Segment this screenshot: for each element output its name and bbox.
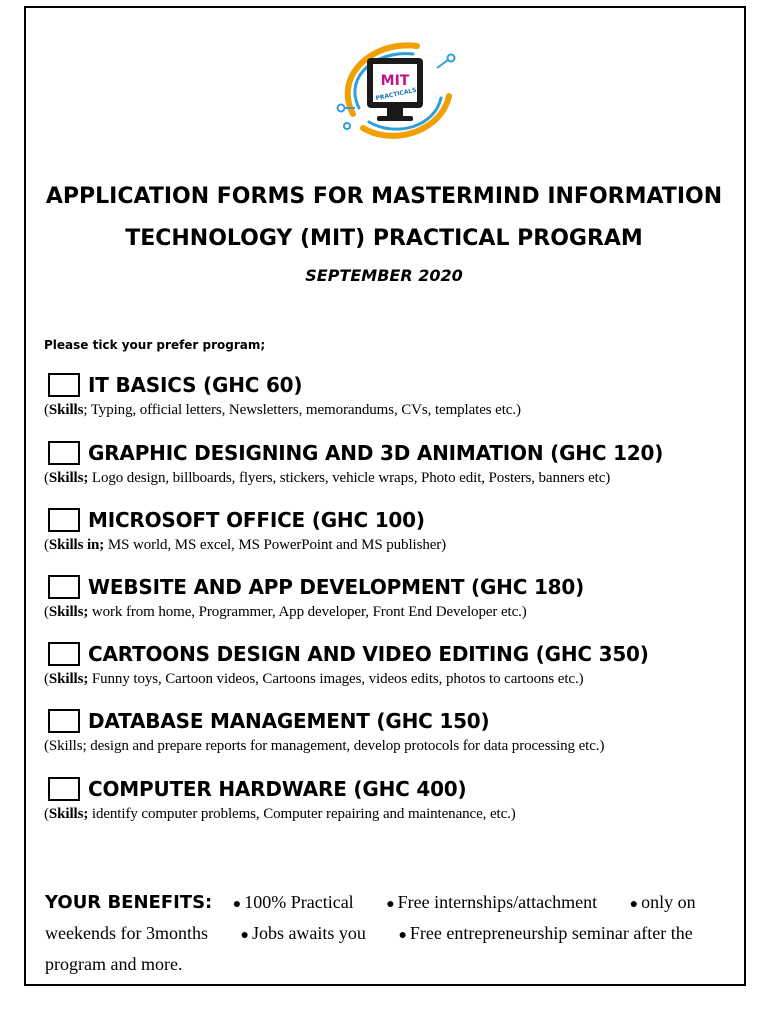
program-heading <box>44 572 734 602</box>
bullet-icon: ● <box>629 897 639 912</box>
benefit-item: Free internships/attachment <box>397 892 598 912</box>
program-checkbox[interactable] <box>48 642 80 666</box>
bullet-icon: ● <box>240 928 249 943</box>
logo-practicals-text: PRACTICALS <box>375 86 418 103</box>
skills-open-paren: ( <box>44 470 49 486</box>
program-title: CARTOONS DESIGN AND VIDEO EDITING (GHC 350) <box>88 642 649 666</box>
title-line-1: APPLICATION FORMS FOR MASTERMIND INFORMATION <box>45 184 723 209</box>
program-heading <box>44 639 734 669</box>
skills-text: Funny toys, Cartoon videos, Cartoons images, videos edits, photos to cartoons etc.) <box>88 671 584 687</box>
benefit-item: 100% Practical <box>244 892 354 912</box>
program-skills <box>44 671 734 688</box>
program-checkbox[interactable] <box>48 777 80 801</box>
program-checkbox[interactable] <box>48 373 80 397</box>
benefits-heading: YOUR BENEFITS: <box>45 892 213 913</box>
program-title: MICROSOFT OFFICE (GHC 100) <box>88 508 425 532</box>
program-skills <box>44 738 734 755</box>
bullet-icon: ● <box>386 897 395 912</box>
form-border <box>24 6 746 986</box>
program-option <box>44 774 734 823</box>
skills-label: Skills; <box>48 738 87 754</box>
program-title: WEBSITE AND APP DEVELOPMENT (GHC 180) <box>88 575 585 599</box>
page-title <box>26 176 742 260</box>
program-option <box>44 370 734 419</box>
program-title: COMPUTER HARDWARE (GHC 400) <box>88 777 467 801</box>
skills-label: Skills; <box>48 470 89 486</box>
program-option <box>44 505 734 554</box>
skills-open-paren: ( <box>44 738 49 754</box>
program-option <box>44 639 734 688</box>
program-title: IT BASICS (GHC 60) <box>88 373 303 397</box>
benefit-item: Free entrepreneurship seminar after the program and more. <box>45 923 693 974</box>
skills-label: Skills in; <box>48 537 105 553</box>
program-skills <box>44 402 734 419</box>
skills-text: Logo design, billboards, flyers, stickers, vehicle wraps, Photo edit, Posters, banners etc) <box>88 470 611 486</box>
bullet-icon: ● <box>232 897 242 912</box>
program-checkbox[interactable] <box>48 508 80 532</box>
program-heading <box>44 370 734 400</box>
title-line-2: TECHNOLOGY (MIT) PRACTICAL PROGRAM <box>125 226 643 251</box>
program-heading <box>44 774 734 804</box>
skills-text: identify computer problems, Computer repairing and maintenance, etc.) <box>88 806 516 822</box>
date-subtitle: SEPTEMBER 2020 <box>305 266 463 285</box>
skills-text: design and prepare reports for management, develop protocols for data processing etc.) <box>86 738 605 754</box>
program-heading <box>44 438 734 468</box>
skills-label: Skills; <box>48 604 89 620</box>
skills-open-paren: ( <box>44 671 49 687</box>
program-title: DATABASE MANAGEMENT (GHC 150) <box>88 709 490 733</box>
program-heading <box>44 706 734 736</box>
skills-label: Skills; <box>48 671 89 687</box>
benefit-item: Jobs awaits you <box>251 923 366 943</box>
program-heading <box>44 505 734 535</box>
program-option <box>44 706 734 755</box>
program-skills <box>44 470 734 487</box>
benefit-item: only on weekends for 3months <box>45 892 696 943</box>
mit-practicals-logo <box>333 36 457 148</box>
program-checkbox[interactable] <box>48 575 80 599</box>
skills-open-paren: ( <box>44 806 49 822</box>
skills-text: MS world, MS excel, MS PowerPoint and MS publisher) <box>104 537 447 553</box>
program-option <box>44 438 734 487</box>
skills-label: Skills <box>48 402 84 418</box>
skills-text: ; Typing, official letters, Newsletters, memorandums, CVs, templates etc.) <box>83 402 521 418</box>
bullet-icon: ● <box>398 928 407 943</box>
skills-open-paren: ( <box>44 402 49 418</box>
benefits-section <box>45 888 727 978</box>
program-option <box>44 572 734 621</box>
program-checkbox[interactable] <box>48 441 80 465</box>
instruction-text: Please tick your prefer program; <box>44 338 266 352</box>
skills-open-paren: ( <box>44 537 49 553</box>
program-skills <box>44 537 734 554</box>
logo-mit-text: MIT <box>380 73 410 89</box>
skills-text: work from home, Programmer, App developer, Front End Developer etc.) <box>88 604 527 620</box>
program-skills <box>44 604 734 621</box>
skills-open-paren: ( <box>44 604 49 620</box>
program-checkbox[interactable] <box>48 709 80 733</box>
program-skills <box>44 806 734 823</box>
program-title: GRAPHIC DESIGNING AND 3D ANIMATION (GHC 120) <box>88 441 664 465</box>
skills-label: Skills; <box>48 806 89 822</box>
